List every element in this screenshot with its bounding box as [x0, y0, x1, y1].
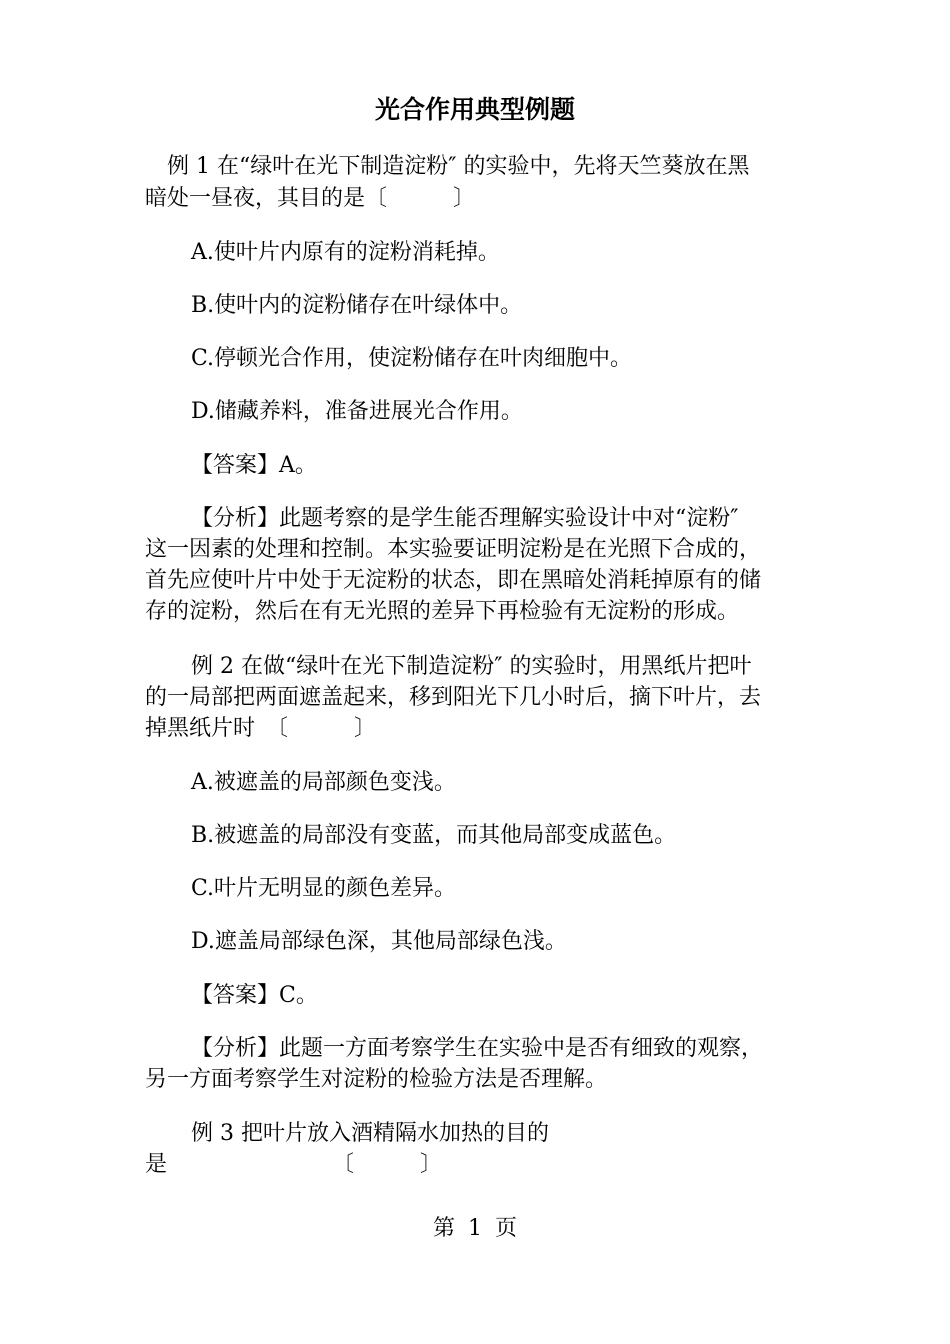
q1-option-d: D.储藏养料，准备进展光合作用。 — [191, 399, 523, 424]
q1-option-a: A.使叶片内原有的淀粉消耗掉。 — [191, 240, 500, 265]
q1-analysis-line3: 首先应使叶片中处于无淀粉的状态，即在黑暗处消耗掉原有的储 — [145, 568, 762, 593]
q1-analysis-line1: 【分析】此题考察的是学生能否理解实验设计中对“淀粉″ — [191, 506, 739, 531]
page-number: 第 1 页 — [433, 1216, 517, 1241]
q1-option-c: C.停顿光合作用，使淀粉储存在叶肉细胞中。 — [191, 346, 633, 371]
q3-stem-line2: 是 〔 〕 — [145, 1152, 443, 1177]
q2-option-d: D.遮盖局部绿色深，其他局部绿色浅。 — [191, 929, 567, 954]
q2-option-a: A.被遮盖的局部颜色变浅。 — [191, 770, 456, 795]
q1-stem — [145, 152, 825, 182]
page-title: 光合作用典型例题 — [374, 95, 575, 124]
q2-analysis-line2: 另一方面考察学生对淀粉的检验方法是否理解。 — [145, 1067, 608, 1092]
q1-option-b: B.使叶内的淀粉储存在叶绿体中。 — [191, 293, 523, 318]
q3-stem-line1: 例 3 把叶片放入酒精隔水加热的目的 — [191, 1121, 549, 1146]
q1-answer: 【答案】A。 — [191, 453, 317, 478]
q1-stem-line2: 暗处一昼夜，其目的是〔 〕 — [145, 186, 476, 211]
q1-stem-line1: 例 1 在“绿叶在光下制造淀粉″ 的实验中，先将天竺葵放在黑 — [167, 154, 750, 179]
q2-stem-line3: 掉黑纸片时 〔 〕 — [145, 716, 377, 741]
q2-answer: 【答案】C。 — [191, 983, 318, 1008]
q2-stem-line2: 的一局部把两面遮盖起来，移到阳光下几小时后，摘下叶片，去 — [145, 685, 762, 710]
q1-stem-cont — [145, 184, 825, 214]
q1-analysis-line2: 这一因素的处理和控制。本实验要证明淀粉是在光照下合成的， — [145, 537, 762, 562]
q2-stem-line1: 例 2 在做“绿叶在光下制造淀粉″ 的实验时，用黑纸片把叶 — [191, 654, 752, 679]
q1-analysis-line4: 存的淀粉，然后在有无光照的差异下再检验有无淀粉的形成。 — [145, 599, 740, 624]
q2-analysis-line1: 【分析】此题一方面考察学生在实验中是否有细致的观察， — [191, 1036, 764, 1061]
q2-option-b: B.被遮盖的局部没有变蓝，而其他局部变成蓝色。 — [191, 823, 677, 848]
q2-option-c: C.叶片无明显的颜色差异。 — [191, 876, 457, 901]
